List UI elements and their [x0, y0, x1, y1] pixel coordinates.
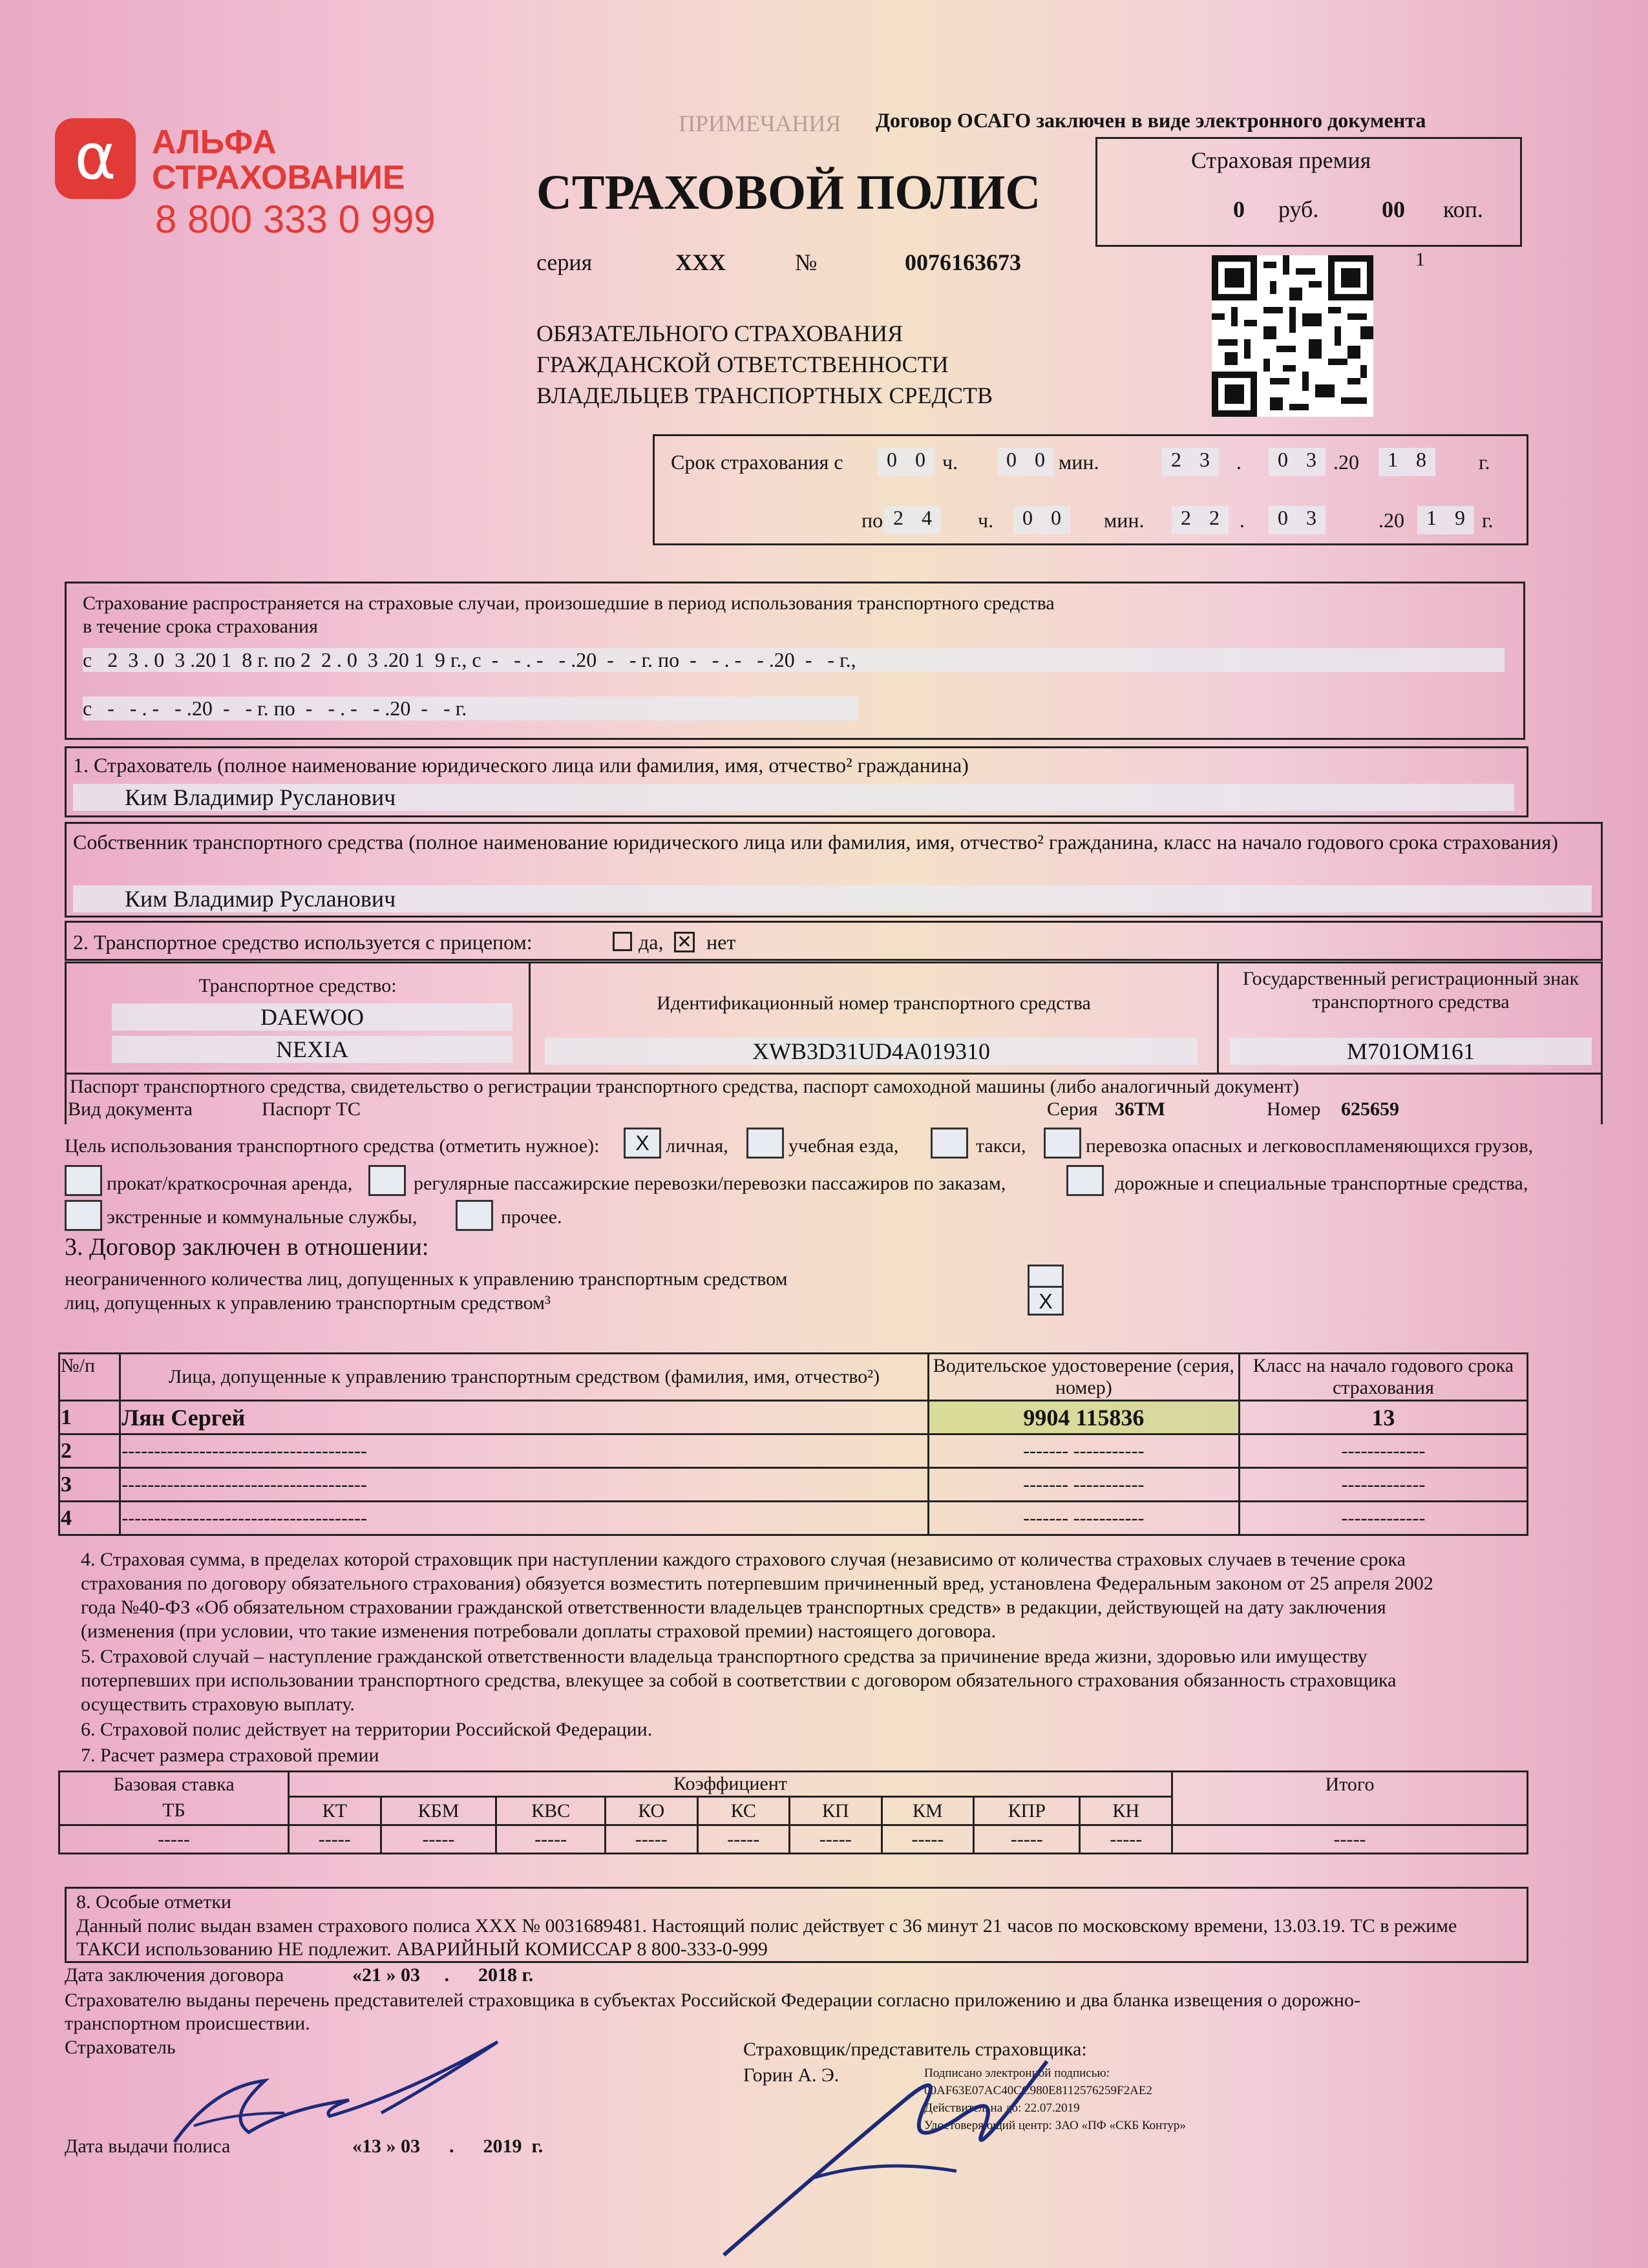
driver-row-license: ------- -----------	[928, 1502, 1239, 1535]
vehicle-divider-2	[1217, 963, 1219, 1073]
drivers-col-license: Водительское удостоверение (серия, номер)	[928, 1354, 1239, 1401]
policy-number-value: 0076163673	[905, 249, 1021, 275]
purpose-emergency-label: экстренные и коммунальные службы,	[107, 1206, 417, 1228]
purpose-rental-checkbox[interactable]	[65, 1165, 102, 1196]
issue-date-value: «13 » 03 . 2019 г.	[352, 2136, 544, 2157]
policy-subtitle-3: ВЛАДЕЛЬЦЕВ ТРАНСПОРТНЫХ СРЕДСТВ	[536, 383, 993, 408]
purpose-passenger-checkbox[interactable]	[368, 1165, 406, 1196]
drivers-table	[58, 1352, 1528, 1536]
purpose-road-checkbox[interactable]	[1066, 1165, 1104, 1196]
term-from-month: 0 3	[1269, 448, 1326, 476]
policy-number-label: №	[795, 249, 818, 275]
term-from-min-unit: мин.	[1059, 450, 1099, 474]
contract-date-label: Дата заключения договора	[65, 1964, 284, 1986]
purpose-other-label: прочее.	[501, 1206, 562, 1228]
esign-line-1: Подписано электронной подписью:	[924, 2066, 1110, 2080]
term-to-day: 2 2	[1172, 506, 1229, 534]
owner-name: Ким Владимир Русланович	[73, 885, 1592, 912]
purpose-training-checkbox[interactable]	[746, 1128, 784, 1159]
usage-period-box	[65, 582, 1525, 740]
calc-value-kvs: -----	[496, 1825, 606, 1854]
driver-row-class: 13	[1239, 1401, 1527, 1434]
insurer-handwritten-signature-icon	[136, 2003, 588, 2152]
insurer-box	[65, 746, 1528, 817]
calc-value-ko: -----	[605, 1825, 697, 1854]
insurer-rep-handwritten-signature-icon	[711, 2022, 1073, 2268]
purpose-passenger-label: регулярные пассажирские перевозки/перевозки пассажиров по заказам,	[414, 1173, 1006, 1194]
insurer-rep-label: Страховщик/представитель страховщика:	[743, 2039, 1087, 2060]
term-to-year-unit: г.	[1482, 509, 1494, 532]
vehicle-col3-header: Государственный регистрационный знак транспортного средства	[1242, 968, 1579, 1013]
policy-title: СТРАХОВОЙ ПОЛИС	[536, 165, 1041, 220]
term-from-year-unit: г.	[1479, 450, 1490, 474]
special-notes-text: Данный полис выдан взамен страхового полиса ХХХ № 0031689481. Настоящий полис действует с 36 минут 21 часов по московскому времени, 13.03.19. ТС в режиме ТАКСИ использованию НЕ подлежит. АВАРИЙНЫЙ КОМИССАР 8 800-333-0-999	[76, 1915, 1457, 1960]
calc-value-kbm: -----	[381, 1825, 496, 1854]
term-to-label: по	[861, 509, 883, 532]
doc-series-label: Серия	[1047, 1098, 1098, 1120]
documents-notice: Страхователю выданы перечень представителей страховщика в субъектах Российской Федерации согласно приложению и два бланка извещения о дорожно-транспортном происшествии.	[65, 1990, 1360, 2034]
calc-value-kn: -----	[1080, 1825, 1172, 1854]
calc-value-row	[59, 1825, 1528, 1854]
electronic-contract-notice: Договор ОСАГО заключен в виде электронного документа	[876, 109, 1426, 132]
drivers-header-row	[59, 1354, 1528, 1401]
logo-line-1: АЛЬФА	[152, 123, 277, 161]
calc-col-kbm: КБМ	[381, 1797, 496, 1825]
purpose-dangerous-checkbox[interactable]	[1044, 1128, 1081, 1159]
calc-header-row	[59, 1797, 1528, 1825]
usage-period-line-1: с 2 3 . 0 3 .20 1 8 г. по 2 2 . 0 3 .20 1 9 г., с - - . - - .20 - - г. по - - . - - .20 - - г.,	[83, 648, 1505, 672]
calc-col-kvs: КВС	[496, 1797, 606, 1825]
driver-row-class: -------------	[1239, 1468, 1527, 1502]
table-row	[59, 1502, 1528, 1535]
vehicle-plate: М701ОМ161	[1230, 1038, 1592, 1065]
term-to-year-prefix: .20	[1379, 509, 1404, 532]
premium-label: Страховая премия	[1191, 147, 1371, 173]
calc-base-label: Базовая ставка	[59, 1772, 289, 1797]
purpose-other-checkbox[interactable]	[456, 1200, 493, 1231]
policy-subtitle-1: ОБЯЗАТЕЛЬНОГО СТРАХОВАНИЯ	[536, 320, 903, 346]
driver-row-license: ------- -----------	[928, 1468, 1239, 1502]
purpose-dangerous-label: перевозка опасных и легковоспламеняющихся грузов,	[1086, 1135, 1534, 1157]
calc-group-row	[59, 1772, 1528, 1797]
driver-row-class: -------------	[1239, 1434, 1527, 1468]
term-from-minutes: 0 0	[997, 448, 1054, 476]
special-notes-label: 8. Особые отметки	[76, 1891, 231, 1913]
term-to-minutes: 0 0	[1013, 506, 1070, 534]
term-from-hours: 0 0	[878, 448, 935, 476]
table-row	[59, 1468, 1528, 1502]
calc-value-kp: -----	[790, 1825, 882, 1854]
term-to-min-unit: мин.	[1104, 509, 1145, 532]
insurer-name: Ким Владимир Русланович	[73, 784, 1514, 811]
vehicle-vin: XWB3D31UD4A019310	[545, 1038, 1198, 1065]
doc-type-value: Паспорт ТС	[262, 1098, 361, 1120]
policy-subtitle-2: ГРАЖДАНСКОЙ ОТВЕТСТВЕННОСТИ	[536, 352, 949, 377]
driver-row-class: -------------	[1239, 1502, 1527, 1535]
calc-value-tb: -----	[59, 1825, 289, 1854]
driver-row-name: --------------------------------------	[120, 1434, 929, 1468]
calc-total-label: Итого	[1172, 1772, 1528, 1797]
term-from-h-unit: ч.	[942, 450, 958, 474]
vehicle-divider-1	[529, 963, 531, 1073]
contract-heading: 3. Договор заключен в отношении:	[65, 1234, 429, 1261]
policy-series-value: ХХХ	[675, 249, 726, 275]
premium-calc-table	[58, 1770, 1528, 1854]
calc-col-ko: КО	[605, 1797, 697, 1825]
vehicle-document-label: Паспорт транспортного средства, свидетельство о регистрации транспортного средства, паспорт самоходной машины (либо аналогичный документ)	[70, 1076, 1300, 1097]
calc-value-kt: -----	[289, 1825, 381, 1854]
purpose-road-label: дорожные и специальные транспортные средства,	[1115, 1173, 1528, 1194]
premium-rub-unit: руб.	[1278, 196, 1319, 222]
terms-p4: 4. Страховая сумма, в пределах которой страховщик при наступлении каждого страхового случая (независимо от количества страховых случаев в течение срока страхования по договору обязательного страхования) обязуется возместить потерпевшим причиненный вред, установлена Федеральным законом от 25 апреля 2002 года №40-ФЗ «Об обязательном страховании гражданской ответственности владельцев транспортных средств» в редакции, действующей на дату заключения (изменения (при условии, что такие изменения потребовали доплаты страховой премии) настоящего договора.	[81, 1549, 1433, 1642]
insurer-signature-label: Страхователь	[65, 2037, 176, 2058]
trailer-no-checkbox[interactable]: ✕	[674, 932, 695, 952]
esign-line-2: 00AF63E07AC40CC980E8112576259F2AE2	[924, 2084, 1152, 2097]
term-from-year: 1 8	[1379, 448, 1435, 476]
purpose-personal-label: личная,	[666, 1135, 728, 1157]
term-to-hours: 2 4	[884, 506, 941, 534]
vehicle-col1-header: Транспортное средство:	[198, 975, 397, 996]
qr-footnote: 1	[1415, 249, 1425, 270]
usage-period-line-2: с - - . - - .20 - - г. по - - . - - .20 - - г.	[83, 697, 858, 720]
calc-value-ks: -----	[697, 1825, 790, 1854]
usage-period-text-1: Страхование распространяется на страховые случаи, произошедшие в период использования транспортного средства	[83, 593, 1055, 614]
purpose-training-label: учебная езда,	[788, 1135, 899, 1157]
issue-date-label: Дата выдачи полиса	[65, 2136, 231, 2157]
purpose-personal-checkbox[interactable]: Х	[624, 1128, 661, 1159]
calc-col-tb: ТБ	[59, 1797, 289, 1825]
vehicle-make: DAEWOO	[112, 1003, 512, 1031]
logo-line-2: СТРАХОВАНИЕ	[152, 159, 405, 196]
calc-col-kpr: КПР	[974, 1797, 1080, 1825]
esign-line-4: Удостоверяющий центр: ЗАО «ПФ «СКБ Контур»	[924, 2119, 1186, 2132]
table-row	[59, 1401, 1528, 1434]
logo-phone: 8 800 333 0 999	[155, 198, 436, 241]
premium-box	[1095, 137, 1522, 247]
owner-box	[65, 822, 1603, 918]
doc-series-value: 36ТМ	[1115, 1098, 1165, 1120]
purpose-rental-label: прокат/краткосрочная аренда,	[107, 1173, 353, 1194]
policy-series-label: серия	[536, 249, 593, 275]
background-watermark: ПРИМЕЧАНИЯ	[679, 110, 841, 136]
term-from-dot: .	[1236, 450, 1241, 474]
doc-number-value: 625659	[1341, 1098, 1399, 1120]
driver-row-number: 3	[59, 1468, 120, 1502]
term-to-h-unit: ч.	[978, 509, 994, 532]
purpose-taxi-label: такси,	[976, 1135, 1026, 1157]
purpose-taxi-checkbox[interactable]	[931, 1128, 968, 1159]
doc-number-label: Номер	[1267, 1098, 1321, 1120]
owner-label: Собственник транспортного средства (полное наименование юридического лица или фамилия, имя, отчество² гражданина, класс на начало годового срока страхования)	[73, 830, 1558, 854]
drivers-col-class: Класс на начало годового срока страхования	[1239, 1354, 1527, 1401]
trailer-yes-checkbox[interactable]	[613, 932, 632, 951]
calc-col-ks: КС	[697, 1797, 790, 1825]
driver-row-name: --------------------------------------	[120, 1502, 929, 1535]
insurer-label: 1. Страхователь (полное наименование юридического лица или фамилия, имя, отчество² гражданина)	[73, 753, 969, 777]
contract-limited-checkbox[interactable]: Х	[1028, 1286, 1064, 1316]
drivers-col-n: №/п	[59, 1354, 120, 1401]
term-from-day: 2 3	[1162, 448, 1219, 476]
term-to-year: 1 9	[1417, 506, 1474, 534]
calc-value-kpr: -----	[974, 1825, 1080, 1854]
calc-col-kn: КН	[1080, 1797, 1172, 1825]
alfa-logo-icon: α	[55, 118, 136, 199]
calc-value-km: -----	[882, 1825, 974, 1854]
calc-col-kp: КП	[790, 1797, 882, 1825]
purpose-emergency-checkbox[interactable]	[65, 1200, 102, 1231]
driver-row-name: --------------------------------------	[120, 1468, 929, 1502]
premium-kop-unit: коп.	[1443, 196, 1483, 222]
esign-line-3: Действительна до: 22.07.2019	[924, 2101, 1080, 2115]
drivers-col-name: Лица, допущенные к управлению транспортным средством (фамилия, имя, отчество²)	[120, 1354, 929, 1401]
contract-date-value: «21 » 03 . 2018 г.	[352, 1964, 534, 1986]
qr-code-icon	[1212, 255, 1373, 417]
terms-p7: 7. Расчет размера страховой премии	[81, 1745, 379, 1766]
vehicle-table	[65, 961, 1603, 1075]
doc-type-label: Вид документа	[68, 1098, 193, 1120]
calc-col-kt: КТ	[289, 1797, 381, 1825]
trailer-row	[65, 921, 1603, 961]
trailer-no-label: нет	[706, 930, 736, 954]
vehicle-col2-header: Идентификационный номер транспортного средства	[657, 992, 1091, 1014]
driver-row-name: Лян Сергей	[120, 1401, 929, 1434]
term-to-month: 0 3	[1269, 506, 1326, 534]
contract-limited-label: лиц, допущенных к управлению транспортным средством³	[65, 1292, 551, 1314]
term-from-year-prefix: .20	[1333, 450, 1359, 474]
term-from-label: Срок страхования с	[671, 450, 843, 474]
insurer-rep-name: Горин А. Э.	[743, 2064, 840, 2086]
insurance-term-box	[653, 434, 1528, 545]
driver-row-number: 1	[59, 1401, 120, 1434]
premium-rub-value: 0	[1233, 196, 1245, 222]
driver-row-license: 9904 115836	[928, 1401, 1239, 1434]
vehicle-model: NEXIA	[112, 1036, 512, 1063]
calc-col-total	[1172, 1797, 1528, 1825]
usage-period-text-2: в течение срока страхования	[83, 616, 318, 637]
calc-col-km: КМ	[882, 1797, 974, 1825]
driver-row-number: 2	[59, 1434, 120, 1468]
terms-p5: 5. Страховой случай – наступление гражданской ответственности владельца транспортного средства за причинение вреда жизни, здоровью или имуществу потерпевших при использовании транспортного средства, влекущее за собой в соответствии с договором обязательного страхования обязанность страховщика осуществить страховую выплату.	[81, 1646, 1397, 1715]
driver-row-number: 4	[59, 1502, 120, 1535]
trailer-yes-label: да,	[639, 930, 664, 954]
driver-row-license: ------- -----------	[928, 1434, 1239, 1468]
purpose-label: Цель использования транспортного средства (отметить нужное):	[65, 1135, 600, 1157]
premium-kop-value: 00	[1382, 196, 1405, 222]
term-to-dot: .	[1240, 509, 1245, 532]
calc-coef-label: Коэффициент	[289, 1772, 1172, 1797]
calc-value-total: -----	[1172, 1825, 1528, 1854]
trailer-label: 2. Транспортное средство используется с прицепом:	[73, 930, 533, 954]
table-row	[59, 1434, 1528, 1468]
terms-p6: 6. Страховой полис действует на территории Российской Федерации.	[81, 1719, 653, 1740]
special-notes-box	[65, 1887, 1528, 1963]
contract-unlimited-label: неограниченного количества лиц, допущенных к управлению транспортным средством	[65, 1268, 788, 1290]
